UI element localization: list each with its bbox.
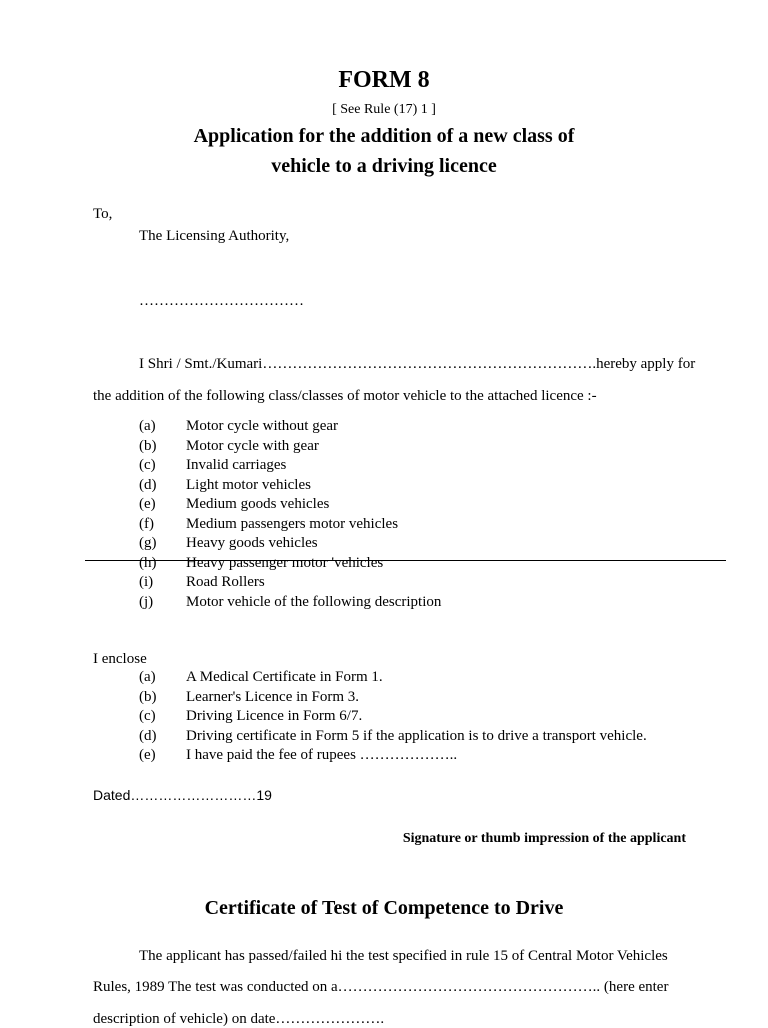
list-item-key: (f) — [139, 515, 154, 532]
declaration-line-2: the addition of the following class/classes of motor vehicle to the attached licence :- — [93, 388, 597, 404]
enclosures-intro: I enclose — [93, 651, 147, 667]
list-item-key: (d) — [139, 476, 157, 493]
list-item-key: (b) — [139, 437, 157, 454]
list-item-label: Learner's Licence in Form 3. — [186, 688, 360, 705]
list-item-label: Motor cycle with gear — [186, 437, 319, 454]
declaration-apply-text: .hereby apply for — [592, 356, 696, 372]
form-title: FORM 8 — [338, 67, 430, 93]
list-item-label: I have paid the fee of rupees ……………….. — [186, 747, 458, 763]
list-item-key: (j) — [139, 593, 154, 610]
list-item-label: Light motor vehicles — [186, 476, 311, 493]
list-item-key: (a) — [139, 669, 156, 685]
applicant-name-blank: ………………………………………………………… — [262, 356, 593, 372]
list-item-key: (g) — [139, 535, 157, 551]
list-item-key: (c) — [139, 708, 156, 724]
address-to: To, — [93, 206, 113, 222]
form-heading-line-1: Application for the addition of a new class of — [193, 125, 575, 147]
list-item-label: A Medical Certificate in Form 1. — [186, 669, 383, 685]
date-blank: ……………………… — [130, 787, 257, 803]
list-item-key: (d) — [139, 727, 157, 744]
certificate-line-2: Rules, 1989 The test was conducted on a…………………………………………….. (here enter — [93, 979, 669, 995]
licensing-authority: The Licensing Authority, — [139, 228, 290, 244]
list-item-label: Medium passengers motor vehicles — [186, 515, 399, 532]
list-item-label: Invalid carriages — [186, 457, 287, 473]
list-item-label: Heavy passenger motor 'vehicles — [186, 554, 384, 571]
authority-blank-field: …………………………… — [139, 293, 304, 309]
list-item-label: Road Rollers — [186, 574, 265, 590]
form-heading-line-2: vehicle to a driving licence — [271, 155, 497, 177]
dated-label: Dated — [93, 787, 131, 803]
list-item-label: Driving Licence in Form 6/7. — [186, 708, 363, 724]
list-item-label: Medium goods vehicles — [186, 496, 330, 512]
dated-field — [93, 787, 272, 804]
list-item-key: (a) — [139, 418, 156, 434]
list-item-key: (h) — [139, 554, 157, 571]
list-item-key: (e) — [139, 747, 156, 763]
list-item-label: Heavy goods vehicles — [186, 535, 318, 551]
signature-label: Signature or thumb impression of the applicant — [402, 831, 686, 846]
certificate-line-3: description of vehicle) on date…………………. — [93, 1011, 385, 1027]
dated-year: 19 — [256, 787, 272, 803]
certificate-line-1: The applicant has passed/failed hi the test specified in rule 15 of Central Motor Vehicles — [139, 948, 668, 964]
list-item-key: (i) — [139, 574, 154, 590]
list-item-label: Motor vehicle of the following description — [186, 593, 442, 610]
declaration-name-label: I Shri / Smt./Kumari — [139, 356, 263, 372]
declaration-line-1 — [139, 355, 695, 373]
strikethrough-line — [85, 560, 726, 561]
list-item-label: Driving certificate in Form 5 if the application is to drive a transport vehicle. — [186, 727, 647, 744]
list-item-key: (e) — [139, 496, 156, 512]
list-item-key: (c) — [139, 457, 156, 473]
certificate-heading: Certificate of Test of Competence to Drive — [204, 897, 564, 919]
list-item-label: Motor cycle without gear — [186, 418, 339, 434]
rule-reference: [ See Rule (17) 1 ] — [332, 102, 436, 117]
list-item-key: (b) — [139, 688, 157, 705]
